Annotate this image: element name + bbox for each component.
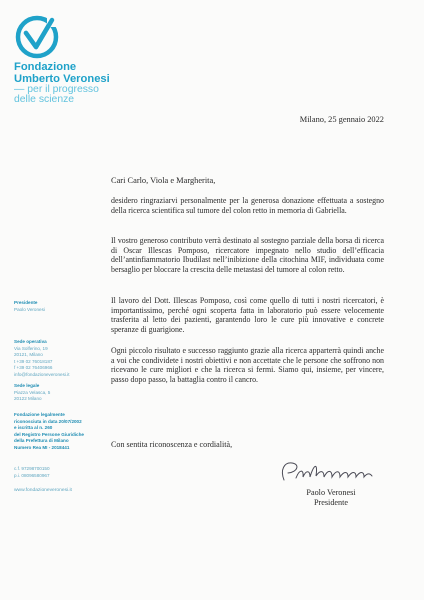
- office-line: f +39 02 76406966: [14, 365, 53, 371]
- registry-line: Numero Rea MI - 2018441: [14, 444, 70, 450]
- letter-salutation: Cari Carlo, Viola e Margherita,: [111, 176, 216, 185]
- letter-paragraph: Il vostro generoso contributo verrà destinato al sostegno parziale della borsa di ricerca di Oscar Illescas Pomposo, ricercatore impegnato nello studio dell’efficacia dell’antinfiammatorio Ibudilast nell’inibizione della citochina MIF, individuata come bersaglio per bloccare la crescita delle metastasi del tumore al colon retto.: [111, 236, 384, 275]
- office-email-link[interactable]: info@fondazioneveronesi.it: [14, 371, 70, 377]
- letter-paragraph: Ogni piccolo risultato e successo raggiunto grazie alla ricerca apparterrà quindi anche a voi che condividete i nostri obiettivi e non accettate che le persone che soffrono non ricevano le cure migliori e che la ricerca si fermi. Siamo qui, insieme, per vincere, passo dopo passo, la battaglia contro il cancro.: [111, 346, 384, 385]
- signer-block: [296, 488, 366, 508]
- organization-name-line1: Fondazione: [14, 61, 77, 73]
- tax-line: c.f. 97298700150: [14, 466, 50, 471]
- sidebar-legal: [14, 383, 50, 403]
- organization-tagline-line2: delle scienze: [14, 94, 75, 106]
- office-line: Via Solferino, 19: [14, 345, 48, 351]
- signer-name: Paolo Veronesi: [306, 488, 356, 497]
- office-line: 20121, Milano: [14, 352, 43, 358]
- website-link[interactable]: www.fondazioneveronesi.it: [14, 488, 72, 493]
- letter-paragraph: Il lavoro del Dott. Illescas Pomposo, così come quello di tutti i nostri ricercatori, è importantissimo, perché ogni scoperta fatta in laboratorio può essere velocemente trasferita al letto dei pazienti, garantendo loro le cure più innovative e concrete speranze di guarigione.: [111, 296, 384, 335]
- letter-date: Milano, 25 gennaio 2022: [299, 115, 384, 124]
- office-line: t +39 02 76018187: [14, 358, 53, 364]
- sidebar-president: [14, 300, 45, 313]
- organization-name-line2: Umberto Veronesi: [14, 72, 110, 85]
- registry-line: Fondazione legalmente: [14, 412, 65, 417]
- foundation-logo-icon: [14, 14, 60, 60]
- president-label: Presidente: [14, 300, 38, 305]
- registry-line: del Registro Persone Giuridiche: [14, 431, 84, 437]
- signer-title: Presidente: [313, 498, 349, 507]
- sidebar-registry: [14, 412, 84, 452]
- president-name: Paolo Veronesi: [14, 306, 45, 312]
- organization-tagline: [14, 85, 99, 106]
- organization-tagline-line1: — per il progresso: [14, 84, 99, 95]
- registry-line: riconosciuta in data 20/07/2002: [14, 418, 82, 424]
- office-label: Sede operativa: [14, 339, 47, 344]
- handwritten-signature: [270, 458, 380, 486]
- tax-line: p.i. 08096580967: [14, 472, 50, 478]
- registry-line: e iscritta al n. 260: [14, 425, 53, 431]
- legal-label: Sede legale: [14, 383, 40, 388]
- legal-line: 20122 Milano: [14, 396, 42, 402]
- registry-line: della Prefettura di Milano: [14, 438, 69, 444]
- letter-paragraph: desidero ringraziarvi personalmente per la generosa donazione effettuata a sostegno della ricerca scientifica sul tumore del colon retto in memoria di Gabriella.: [111, 196, 384, 215]
- sidebar-office: [14, 339, 69, 379]
- letter-closing: Con sentita riconoscenza e cordialità,: [111, 440, 233, 449]
- organization-name: [14, 62, 110, 85]
- legal-line: Piazza Velasca, 5: [14, 389, 51, 395]
- sidebar-tax: [14, 466, 50, 479]
